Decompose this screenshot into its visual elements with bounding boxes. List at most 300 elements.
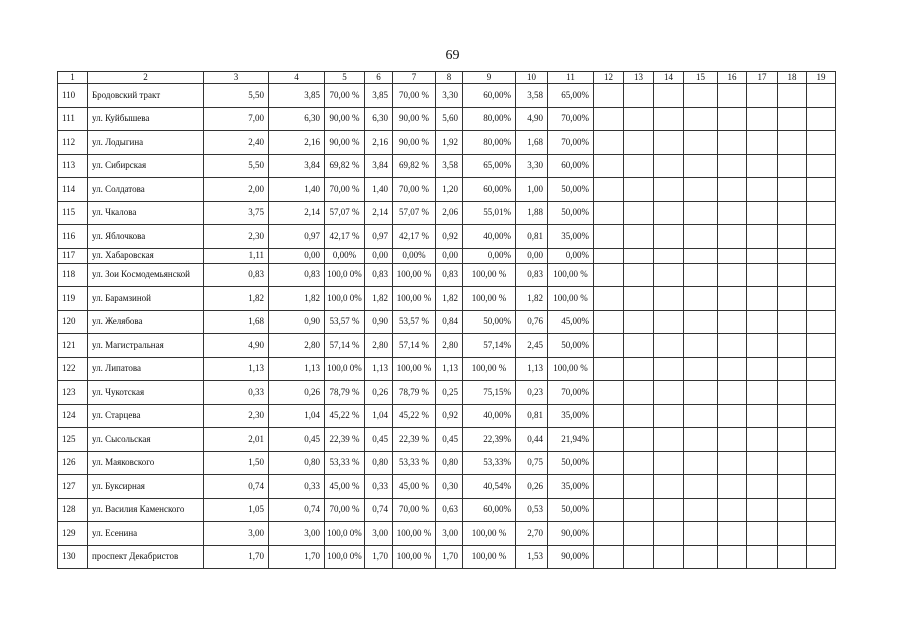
cell-c3: 1,11	[204, 248, 269, 263]
cell-c2: ул. Хабаровская	[88, 248, 204, 263]
cell-c8: 3,58	[436, 154, 463, 178]
empty-cell	[624, 381, 654, 405]
empty-cell	[747, 201, 778, 225]
column-header: 6	[365, 72, 393, 84]
empty-cell	[684, 334, 718, 358]
column-header: 12	[594, 72, 624, 84]
cell-c2: ул. Лодыгина	[88, 131, 204, 155]
empty-cell	[807, 404, 836, 428]
empty-cell	[624, 263, 654, 287]
empty-cell	[807, 107, 836, 131]
empty-cell	[807, 287, 836, 311]
cell-c10: 1,13	[516, 357, 548, 381]
empty-cell	[747, 475, 778, 499]
empty-cell	[684, 154, 718, 178]
empty-cell	[718, 201, 747, 225]
empty-cell	[654, 84, 684, 108]
cell-c6: 0,74	[365, 498, 393, 522]
cell-c3: 2,30	[204, 404, 269, 428]
empty-cell	[807, 154, 836, 178]
cell-c4: 0,90	[269, 310, 325, 334]
empty-cell	[654, 545, 684, 569]
cell-c5: 57,14 %	[325, 334, 365, 358]
cell-c11: 50,00%	[548, 451, 594, 475]
empty-cell	[807, 131, 836, 155]
cell-c5: 78,79 %	[325, 381, 365, 405]
empty-cell	[778, 334, 807, 358]
cell-c8: 0,80	[436, 451, 463, 475]
cell-c4: 2,80	[269, 334, 325, 358]
empty-cell	[718, 334, 747, 358]
cell-c1: 115	[58, 201, 88, 225]
empty-cell	[747, 357, 778, 381]
cell-c9: 100,00 %	[463, 522, 516, 546]
empty-cell	[747, 310, 778, 334]
cell-c3: 1,82	[204, 287, 269, 311]
empty-cell	[594, 263, 624, 287]
cell-c1: 129	[58, 522, 88, 546]
cell-c3: 5,50	[204, 84, 269, 108]
empty-cell	[778, 178, 807, 202]
empty-cell	[684, 475, 718, 499]
cell-c11: 90,00%	[548, 522, 594, 546]
cell-c10: 2,45	[516, 334, 548, 358]
cell-c11: 45,00%	[548, 310, 594, 334]
cell-c3: 2,30	[204, 225, 269, 249]
cell-c1: 121	[58, 334, 88, 358]
cell-c5: 100,0 0%	[325, 357, 365, 381]
empty-cell	[718, 287, 747, 311]
empty-cell	[807, 428, 836, 452]
empty-cell	[654, 154, 684, 178]
cell-c6: 1,82	[365, 287, 393, 311]
empty-cell	[778, 451, 807, 475]
empty-cell	[718, 357, 747, 381]
cell-c8: 0,25	[436, 381, 463, 405]
table-row	[58, 201, 836, 225]
empty-cell	[747, 178, 778, 202]
empty-cell	[747, 107, 778, 131]
cell-c4: 0,26	[269, 381, 325, 405]
cell-c2: ул. Зои Космодемьянской	[88, 263, 204, 287]
cell-c1: 119	[58, 287, 88, 311]
cell-c6: 2,80	[365, 334, 393, 358]
cell-c1: 120	[58, 310, 88, 334]
cell-c4: 2,16	[269, 131, 325, 155]
cell-c4: 3,00	[269, 522, 325, 546]
cell-c3: 1,05	[204, 498, 269, 522]
table-row	[58, 131, 836, 155]
cell-c5: 100,0 0%	[325, 545, 365, 569]
empty-cell	[718, 84, 747, 108]
cell-c11: 50,00%	[548, 334, 594, 358]
cell-c11: 100,00 %	[548, 287, 594, 311]
cell-c1: 122	[58, 357, 88, 381]
empty-cell	[807, 84, 836, 108]
table-row	[58, 310, 836, 334]
cell-c2: ул. Магистральная	[88, 334, 204, 358]
cell-c1: 126	[58, 451, 88, 475]
cell-c9: 60,00%	[463, 498, 516, 522]
cell-c7: 53,57 %	[393, 310, 436, 334]
empty-cell	[684, 381, 718, 405]
empty-cell	[624, 107, 654, 131]
empty-cell	[684, 310, 718, 334]
empty-cell	[807, 545, 836, 569]
empty-cell	[718, 225, 747, 249]
empty-cell	[624, 334, 654, 358]
cell-c4: 0,83	[269, 263, 325, 287]
cell-c2: ул. Липатова	[88, 357, 204, 381]
empty-cell	[778, 475, 807, 499]
column-header: 8	[436, 72, 463, 84]
cell-c11: 50,00%	[548, 178, 594, 202]
cell-c6: 0,90	[365, 310, 393, 334]
column-header: 18	[778, 72, 807, 84]
empty-cell	[594, 428, 624, 452]
empty-cell	[807, 522, 836, 546]
empty-cell	[807, 357, 836, 381]
cell-c8: 0,92	[436, 225, 463, 249]
empty-cell	[747, 287, 778, 311]
empty-cell	[594, 225, 624, 249]
empty-cell	[594, 310, 624, 334]
cell-c6: 0,45	[365, 428, 393, 452]
cell-c5: 53,57 %	[325, 310, 365, 334]
cell-c11: 70,00%	[548, 381, 594, 405]
cell-c1: 116	[58, 225, 88, 249]
empty-cell	[747, 545, 778, 569]
empty-cell	[624, 475, 654, 499]
empty-cell	[747, 522, 778, 546]
empty-cell	[594, 475, 624, 499]
empty-cell	[747, 154, 778, 178]
empty-cell	[684, 522, 718, 546]
cell-c4: 0,97	[269, 225, 325, 249]
cell-c8: 1,92	[436, 131, 463, 155]
cell-c9: 0,00%	[463, 248, 516, 263]
empty-cell	[594, 545, 624, 569]
table-row	[58, 357, 836, 381]
cell-c7: 100,00 %	[393, 287, 436, 311]
cell-c10: 1,53	[516, 545, 548, 569]
cell-c2: ул. Василия Каменского	[88, 498, 204, 522]
empty-cell	[654, 498, 684, 522]
empty-cell	[624, 310, 654, 334]
empty-cell	[594, 357, 624, 381]
cell-c4: 0,33	[269, 475, 325, 499]
empty-cell	[718, 178, 747, 202]
column-header: 14	[654, 72, 684, 84]
cell-c7: 0,00%	[393, 248, 436, 263]
empty-cell	[594, 131, 624, 155]
cell-c7: 57,07 %	[393, 201, 436, 225]
empty-cell	[684, 201, 718, 225]
column-header: 7	[393, 72, 436, 84]
empty-cell	[624, 84, 654, 108]
empty-cell	[778, 263, 807, 287]
table-row	[58, 404, 836, 428]
column-header: 10	[516, 72, 548, 84]
cell-c10: 2,70	[516, 522, 548, 546]
empty-cell	[807, 178, 836, 202]
empty-cell	[684, 263, 718, 287]
column-header: 13	[624, 72, 654, 84]
cell-c8: 2,80	[436, 334, 463, 358]
empty-cell	[594, 404, 624, 428]
cell-c6: 1,40	[365, 178, 393, 202]
cell-c3: 1,50	[204, 451, 269, 475]
cell-c2: проспект Декабристов	[88, 545, 204, 569]
empty-cell	[594, 287, 624, 311]
empty-cell	[807, 498, 836, 522]
cell-c1: 114	[58, 178, 88, 202]
empty-cell	[778, 107, 807, 131]
cell-c3: 3,75	[204, 201, 269, 225]
table-row	[58, 263, 836, 287]
cell-c1: 123	[58, 381, 88, 405]
header-row	[58, 72, 836, 84]
cell-c10: 3,30	[516, 154, 548, 178]
empty-cell	[778, 404, 807, 428]
cell-c10: 0,53	[516, 498, 548, 522]
empty-cell	[654, 107, 684, 131]
cell-c5: 53,33 %	[325, 451, 365, 475]
cell-c7: 100,00 %	[393, 263, 436, 287]
empty-cell	[778, 154, 807, 178]
cell-c9: 100,00 %	[463, 287, 516, 311]
cell-c8: 2,06	[436, 201, 463, 225]
cell-c7: 57,14 %	[393, 334, 436, 358]
empty-cell	[624, 404, 654, 428]
empty-cell	[654, 310, 684, 334]
empty-cell	[624, 225, 654, 249]
cell-c8: 0,63	[436, 498, 463, 522]
cell-c2: ул. Сысольская	[88, 428, 204, 452]
cell-c11: 90,00%	[548, 545, 594, 569]
cell-c10: 1,00	[516, 178, 548, 202]
cell-c3: 5,50	[204, 154, 269, 178]
empty-cell	[718, 381, 747, 405]
empty-cell	[624, 178, 654, 202]
cell-c6: 0,83	[365, 263, 393, 287]
cell-c3: 1,68	[204, 310, 269, 334]
empty-cell	[747, 248, 778, 263]
empty-cell	[718, 498, 747, 522]
cell-c9: 100,00 %	[463, 545, 516, 569]
empty-cell	[718, 263, 747, 287]
empty-cell	[718, 404, 747, 428]
empty-cell	[684, 451, 718, 475]
cell-c9: 40,00%	[463, 225, 516, 249]
table-row	[58, 84, 836, 108]
cell-c5: 70,00 %	[325, 84, 365, 108]
column-header: 1	[58, 72, 88, 84]
cell-c5: 45,00 %	[325, 475, 365, 499]
cell-c2: ул. Чкалова	[88, 201, 204, 225]
empty-cell	[747, 225, 778, 249]
empty-cell	[778, 428, 807, 452]
empty-cell	[778, 381, 807, 405]
empty-cell	[747, 498, 778, 522]
empty-cell	[684, 545, 718, 569]
cell-c4: 1,70	[269, 545, 325, 569]
cell-c5: 70,00 %	[325, 498, 365, 522]
table-row	[58, 178, 836, 202]
empty-cell	[718, 107, 747, 131]
empty-cell	[807, 310, 836, 334]
empty-cell	[747, 263, 778, 287]
cell-c9: 75,15%	[463, 381, 516, 405]
cell-c3: 2,40	[204, 131, 269, 155]
cell-c8: 3,00	[436, 522, 463, 546]
empty-cell	[654, 248, 684, 263]
empty-cell	[624, 357, 654, 381]
cell-c7: 70,00 %	[393, 84, 436, 108]
cell-c1: 110	[58, 84, 88, 108]
empty-cell	[624, 201, 654, 225]
empty-cell	[718, 545, 747, 569]
empty-cell	[654, 201, 684, 225]
cell-c5: 70,00 %	[325, 178, 365, 202]
cell-c3: 7,00	[204, 107, 269, 131]
empty-cell	[778, 201, 807, 225]
empty-cell	[778, 310, 807, 334]
cell-c6: 0,26	[365, 381, 393, 405]
cell-c4: 1,82	[269, 287, 325, 311]
cell-c7: 90,00 %	[393, 107, 436, 131]
cell-c11: 35,00%	[548, 225, 594, 249]
cell-c11: 100,00 %	[548, 263, 594, 287]
table-row	[58, 287, 836, 311]
column-header: 16	[718, 72, 747, 84]
empty-cell	[718, 475, 747, 499]
cell-c4: 1,04	[269, 404, 325, 428]
empty-cell	[594, 107, 624, 131]
cell-c9: 53,33%	[463, 451, 516, 475]
empty-cell	[624, 498, 654, 522]
empty-cell	[778, 498, 807, 522]
cell-c3: 0,83	[204, 263, 269, 287]
cell-c3: 0,33	[204, 381, 269, 405]
empty-cell	[654, 287, 684, 311]
empty-cell	[807, 451, 836, 475]
cell-c7: 100,00 %	[393, 545, 436, 569]
cell-c1: 130	[58, 545, 88, 569]
cell-c3: 4,90	[204, 334, 269, 358]
cell-c2: ул. Солдатова	[88, 178, 204, 202]
cell-c6: 0,00	[365, 248, 393, 263]
cell-c9: 100,00 %	[463, 357, 516, 381]
cell-c6: 1,04	[365, 404, 393, 428]
cell-c2: ул. Маяковского	[88, 451, 204, 475]
empty-cell	[624, 131, 654, 155]
cell-c1: 127	[58, 475, 88, 499]
empty-cell	[718, 248, 747, 263]
cell-c6: 0,97	[365, 225, 393, 249]
cell-c1: 118	[58, 263, 88, 287]
empty-cell	[718, 522, 747, 546]
cell-c4: 2,14	[269, 201, 325, 225]
cell-c9: 40,54%	[463, 475, 516, 499]
empty-cell	[718, 310, 747, 334]
empty-cell	[684, 428, 718, 452]
cell-c8: 0,84	[436, 310, 463, 334]
cell-c10: 0,81	[516, 225, 548, 249]
empty-cell	[718, 428, 747, 452]
cell-c2: Бродовский тракт	[88, 84, 204, 108]
cell-c9: 80,00%	[463, 107, 516, 131]
cell-c5: 100,0 0%	[325, 287, 365, 311]
empty-cell	[807, 263, 836, 287]
empty-cell	[778, 287, 807, 311]
cell-c10: 4,90	[516, 107, 548, 131]
empty-cell	[778, 225, 807, 249]
cell-c1: 113	[58, 154, 88, 178]
column-header: 15	[684, 72, 718, 84]
cell-c7: 100,00 %	[393, 522, 436, 546]
cell-c7: 42,17 %	[393, 225, 436, 249]
cell-c10: 1,68	[516, 131, 548, 155]
cell-c8: 0,00	[436, 248, 463, 263]
empty-cell	[684, 498, 718, 522]
empty-cell	[684, 84, 718, 108]
cell-c1: 111	[58, 107, 88, 131]
cell-c5: 0,00%	[325, 248, 365, 263]
cell-c10: 0,26	[516, 475, 548, 499]
cell-c3: 0,74	[204, 475, 269, 499]
empty-cell	[624, 545, 654, 569]
empty-cell	[747, 381, 778, 405]
cell-c8: 1,70	[436, 545, 463, 569]
cell-c10: 0,75	[516, 451, 548, 475]
cell-c1: 125	[58, 428, 88, 452]
empty-cell	[654, 428, 684, 452]
empty-cell	[624, 428, 654, 452]
cell-c5: 90,00 %	[325, 131, 365, 155]
cell-c2: ул. Старцева	[88, 404, 204, 428]
empty-cell	[654, 404, 684, 428]
empty-cell	[624, 248, 654, 263]
cell-c6: 3,00	[365, 522, 393, 546]
cell-c10: 3,58	[516, 84, 548, 108]
empty-cell	[807, 248, 836, 263]
cell-c5: 100,0 0%	[325, 263, 365, 287]
empty-cell	[624, 451, 654, 475]
empty-cell	[778, 248, 807, 263]
empty-cell	[684, 404, 718, 428]
cell-c6: 2,16	[365, 131, 393, 155]
cell-c6: 1,13	[365, 357, 393, 381]
cell-c11: 0,00%	[548, 248, 594, 263]
table-row	[58, 107, 836, 131]
page-number: 69	[445, 48, 460, 63]
empty-cell	[594, 201, 624, 225]
cell-c2: ул. Желябова	[88, 310, 204, 334]
cell-c9: 80,00%	[463, 131, 516, 155]
empty-cell	[718, 451, 747, 475]
table-row	[58, 475, 836, 499]
empty-cell	[747, 131, 778, 155]
empty-cell	[778, 357, 807, 381]
cell-c9: 50,00%	[463, 310, 516, 334]
empty-cell	[624, 154, 654, 178]
cell-c8: 0,92	[436, 404, 463, 428]
empty-cell	[594, 84, 624, 108]
cell-c8: 0,30	[436, 475, 463, 499]
cell-c8: 0,45	[436, 428, 463, 452]
data-table	[57, 71, 836, 569]
